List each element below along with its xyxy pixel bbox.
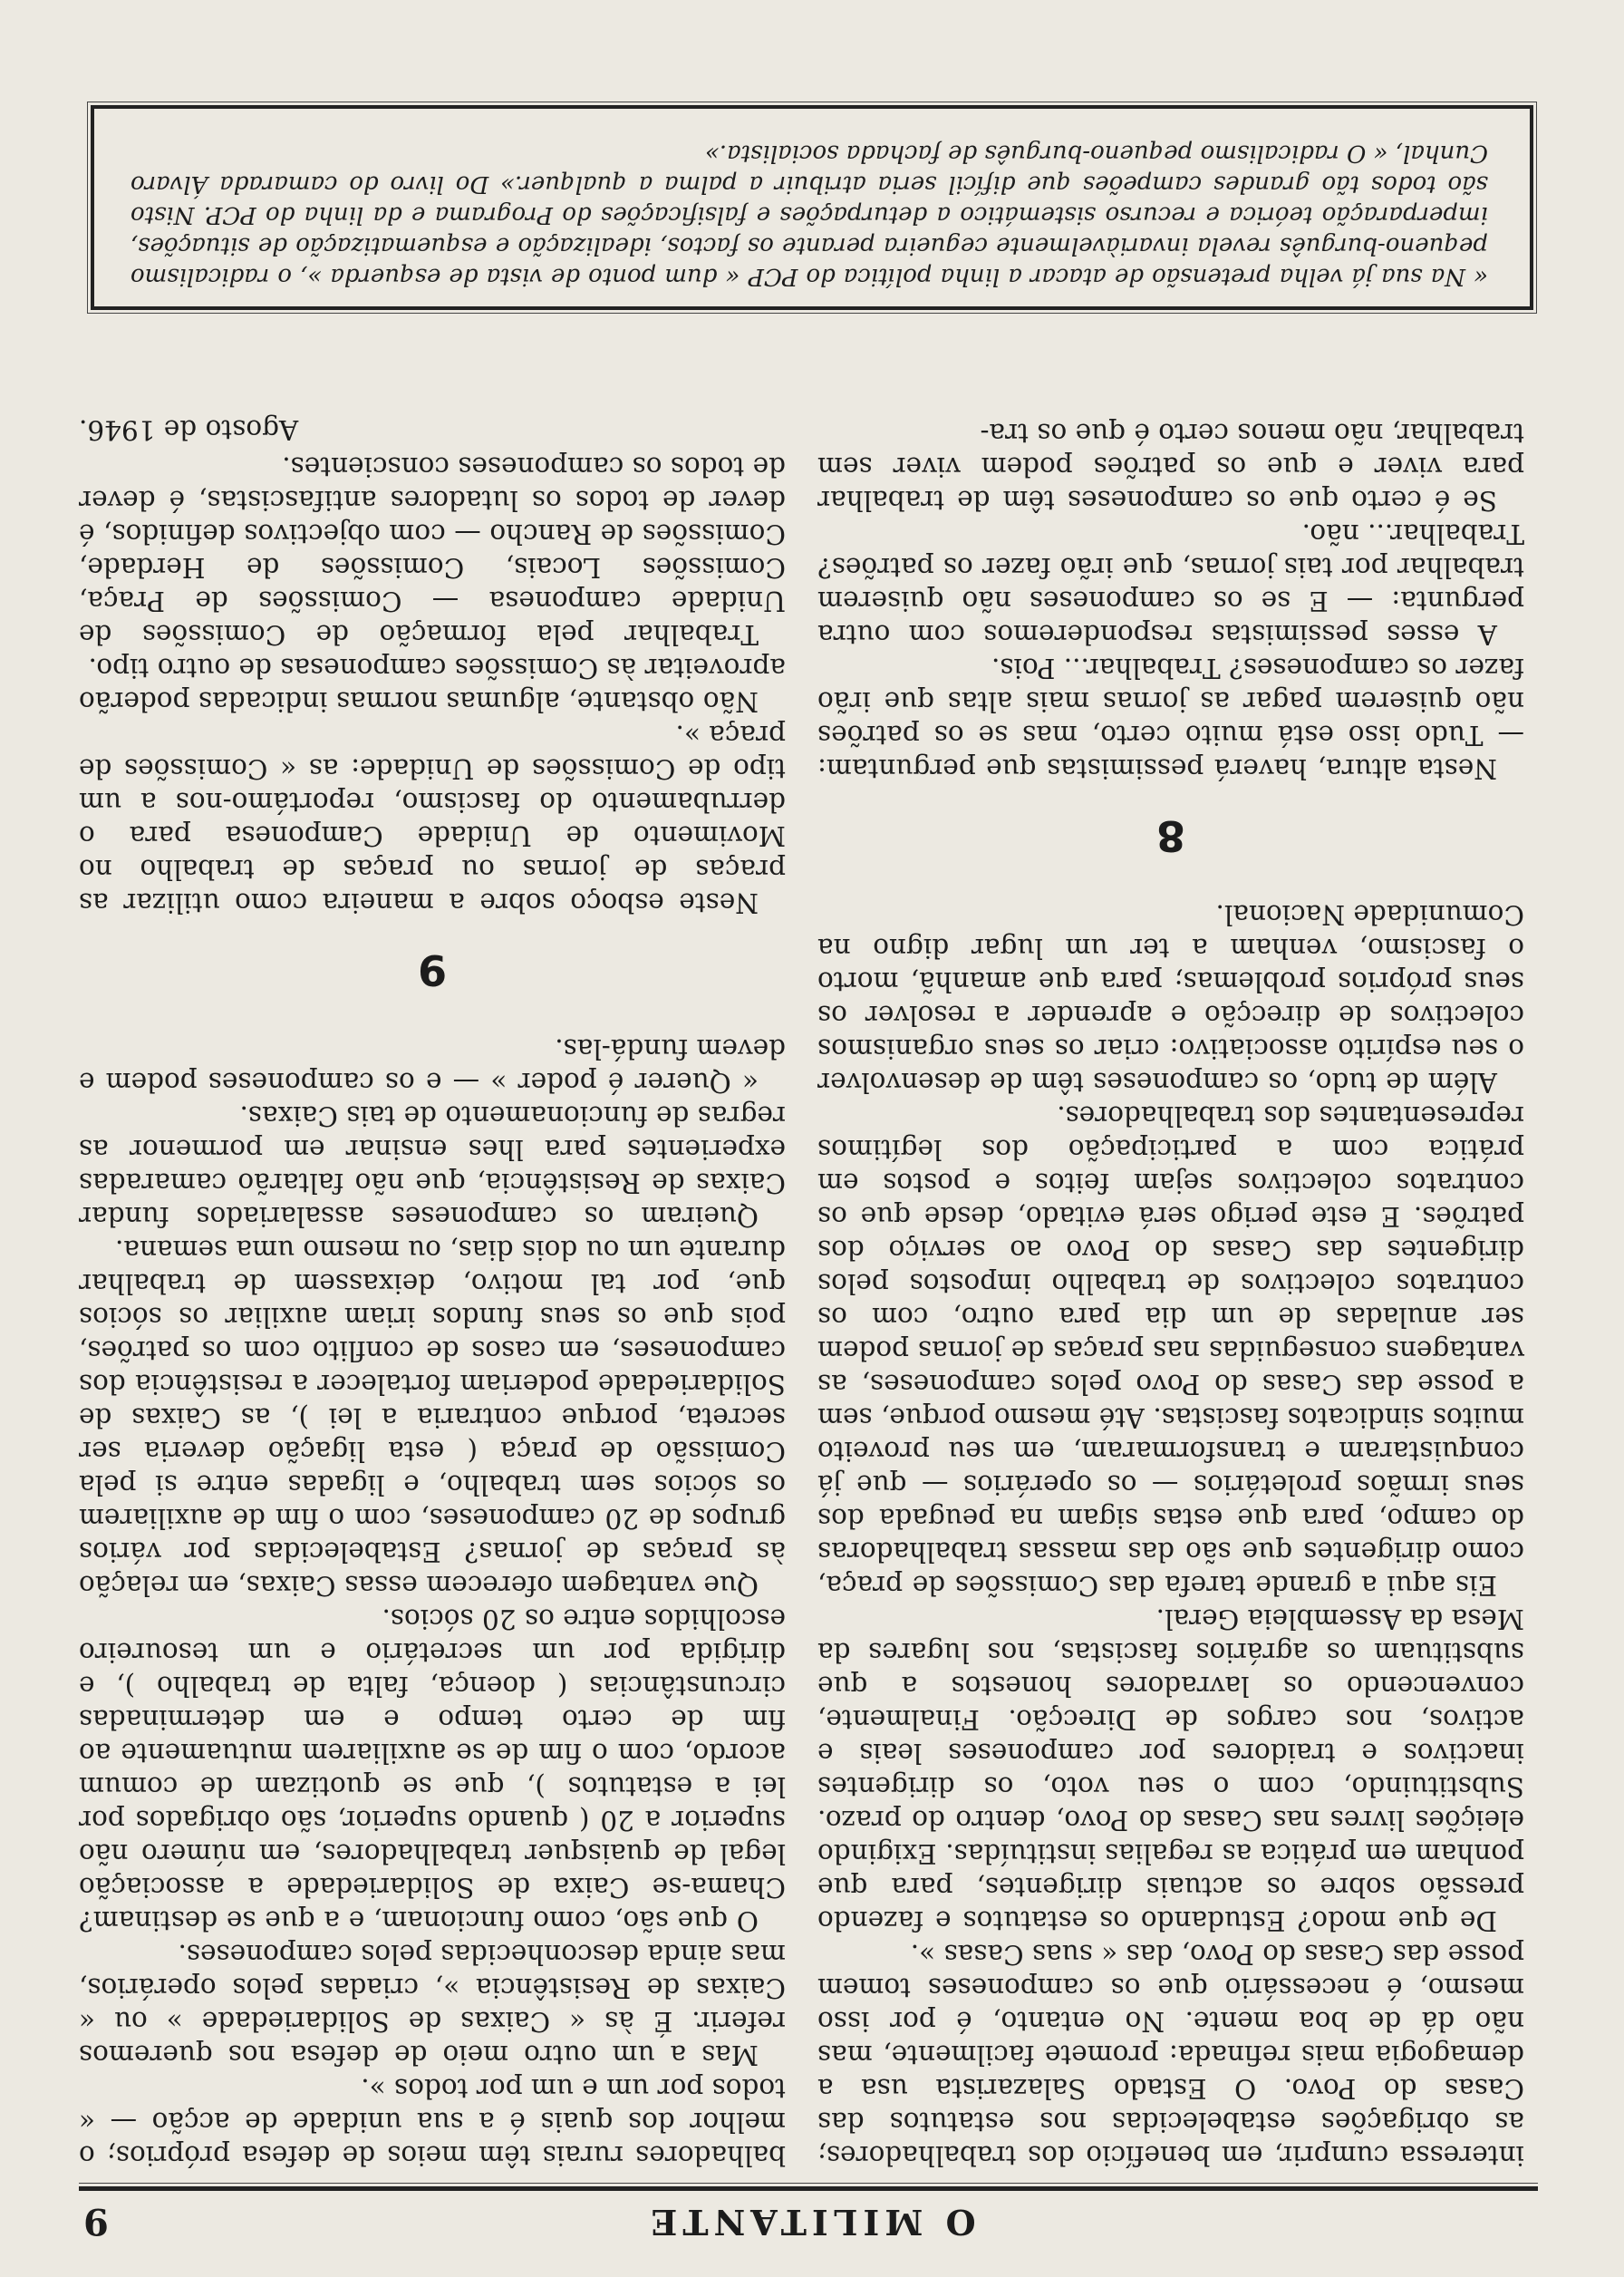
article-paragraph: Não obstante, algumas normas indicadas poderão aproveitar às Comissões camponesas de outro tipo.	[79, 653, 786, 717]
publication-title: O MILITANTE	[645, 2202, 976, 2243]
article-paragraph: Se é certo que os camponeses têm de trabalhar para viver e que os patrões podem viver sem trabalhar, não menos certo é que os tra-	[817, 418, 1524, 516]
article-paragraph: balhadores rurais têm meios de defesa próprios; o melhor dos quais é a sua unidade de acção — « todos por um e um por todos ».	[79, 2073, 786, 2171]
article-paragraph: Queiram os camponeses assalariados fundar Caixas de Resistência, que não faltarão camaradas experientes para lhes ensinar em pormenor as regras de funcionamento de tais Caixas.	[79, 1100, 786, 1232]
article-paragraph: Eis aqui a grande tarefa das Comissões de praça, como dirigentes que são das massas trabalhadoras do campo, para que estas sigam na peugada dos seus irmãos proletários — os operários — que já conquistaram e transformaram, em seu proveito muitos sindicatos fascistas. Até mesmo porque, sem a posse das Casas do Povo pelos camponeses, as vantagens conseguidas nas praças de jornas podem ser anuladas de um dia para outro, com os contratos colectivos de trabalho impostos pelos dirigentes das Casas do Povo ao serviço dos patrões. E este perigo será evitado, desde que os contratos colectivos sejam feitos e postos em prática com a participação dos legítimos representantes dos trabalhadores.	[817, 1100, 1524, 1601]
article-date: Agosto de 1946.	[79, 414, 299, 445]
left-column	[817, 416, 1524, 2172]
quote-box	[91, 105, 1533, 310]
header-rule-thin	[79, 2183, 1538, 2184]
article-paragraph: Além de tudo, os camponeses têm de desenvolver o seu espírito associativo: criar os seus organismos colectivos de direcção e aprender a resolver os seus próprios problemas; para que amanhã, morto o fascismo, venham a ter um lugar digno na Comunidade Nacional.	[817, 899, 1524, 1098]
article-paragraph: interessa cumprir, em benefício dos trabalhadores; as obrigações estabelecidas nos estatutos das Casas do Povo. O Estado Salazarista usa a demagogia mais refinada: promete facilmente, mas não dá de boa mente. No entanto, é por isso mesmo, é necessário que os camponeses tomem posse das Casas do Povo, das « suas Casas ».	[817, 1939, 1524, 2171]
article-paragraph: Neste esboço sobre a maneira como utilizar as praças de jornas ou praças de trabalho no Movimento de Unidade Camponesa para o derrubamento do fascismo, reportámo-nos a um tipo de Comissões de Unidade: as « Comissões de praça ».	[79, 720, 786, 918]
article-paragraph: De que modo? Estudando os estatutos e fazendo pressão sobre os actuais dirigentes, para que ponham em prática as regalias instituídas. Exigindo eleições livres nas Casas do Povo, dentro do prazo. Substituindo, com o seu voto, os dirigentes inactivos e traidores por camponeses leais e activos, nos cargos de Direcção. Finalmente, convencendo os lavradores honestos a que substituam os agrários fascistas, nos lugares da Mesa da Assembleia Geral.	[817, 1604, 1524, 1936]
section-number: 9	[418, 945, 448, 994]
article-paragraph: Trabalhar pela formação de Comissões de Unidade camponesa — Comissões de Praça, Comissões Locais, Comissões de Herdade, Comissões de Rancho — com objectivos definidos, é dever de todos os lutadores antifascistas, é dever de todos os camponeses conscientes.	[79, 451, 786, 650]
page-header	[83, 2197, 1538, 2243]
article-paragraph: Nesta altura, haverá pessimistas que perguntam: — Tudo isso está muito certo, mas se os patrões não quiserem pagar as jornas mais altas que irão fazer os camponeses? Trabalhar... Pois.	[817, 653, 1524, 784]
header-rule	[79, 2186, 1538, 2191]
article-paragraph: O que são, como funcionam, e a que se destinam? Chama-se Caixa de Solidariedade a associação legal de quaisquer trabalhadores, em número não superior a 20 ( quando superior, são obrigados por lei a estatutos ), que se quotizam de comum acordo, com o fim de se auxiliarem mutuamente ao fim de certo tempo e em determinadas circunstâncias ( doença, falta de trabalho ), e dirigida por um secretário e um tesoureiro escolhidos entre os 20 sócios.	[79, 1604, 786, 1936]
article-paragraph: « Querer é poder » — e os camponeses podem e devem fundá-las.	[79, 1033, 786, 1098]
page-number: 9	[83, 2200, 109, 2243]
quote-text: « Na sua já velha pretensão de atacar a linha política do PCP « dum ponto de vista de esquerda », o radicalismo pequeno-burguês revela invariàvelmente cegueira perante os factos, idealização e esquematização de situações, imperparação teórica e recurso sistemático a deturpações e falsificações do Programa e da linha do PCP. Nisto são todos tão grandes campeões que difícil seria atribuir a palma a qualquer.» Do livro do camarada Álvaro Cunhal, « O radicalismo pequeno-burguês de fachada socialista.»	[130, 140, 1488, 290]
article-paragraph: Que vantagem oferecem essas Caixas, em relação às praças de jornas? Estabelecidas por vários grupos de 20 camponeses, com o fim de auxiliarem os sócios sem trabalho, e ligadas entre si pela Comissão de praça ( esta ligação deveria ser secreta, porque contraria a lei ), as Caixas de Solidariedade poderiam fortalecer a resistência dos camponeses, em casos de conflito com os patrões, pois que os seus fundos iriam auxiliar os sócios que, por tal motivo, deixassem de trabalhar durante um ou dois dias, ou mesmo uma semana.	[79, 1235, 786, 1601]
article-paragraph: A esses pessimistas responderemos com outra pergunta: — E se os camponeses não quiserem trabalhar por tais jornas, que irão fazer os patrões? Trabalhar... não.	[817, 518, 1524, 650]
section-number: 8	[1156, 811, 1186, 860]
article-paragraph: Mas a um outro meio de defesa nos queremos referir. É às « Caixas de Solidariedade » ou « Caixas de Resistência », criadas pelos operários, mas ainda desconhecidas pelos camponeses.	[79, 1939, 786, 2070]
right-column	[79, 412, 786, 2172]
